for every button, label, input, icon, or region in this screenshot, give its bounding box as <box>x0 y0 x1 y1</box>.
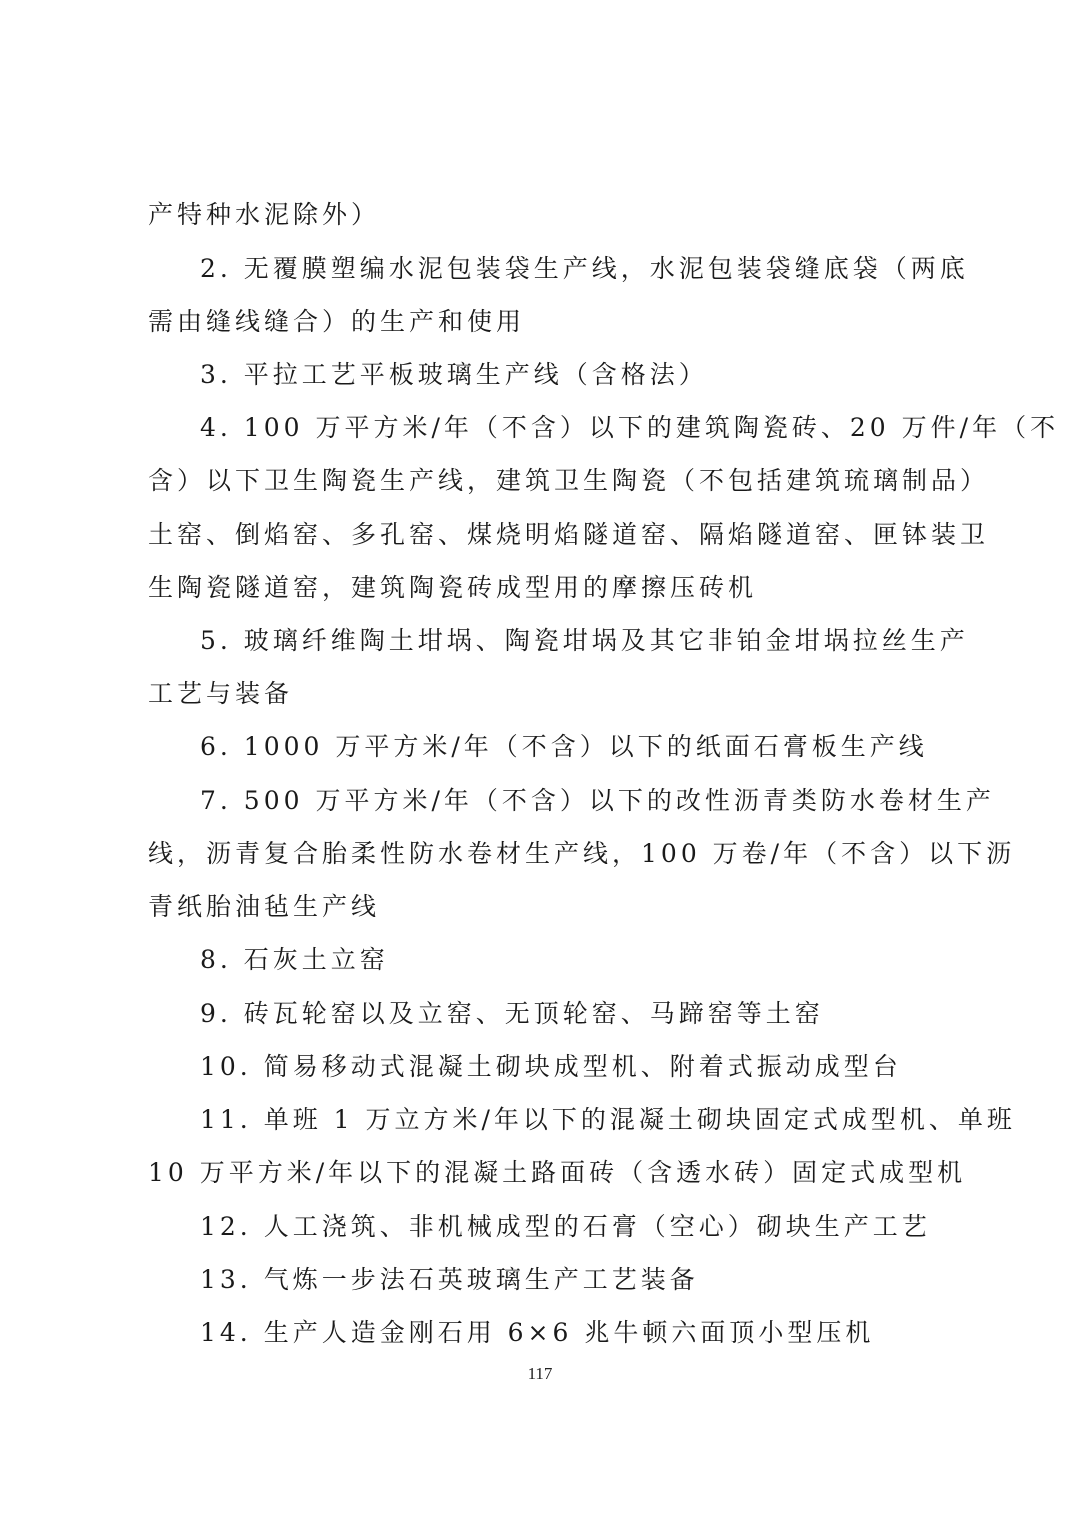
text-line-1: 产特种水泥除外） <box>148 200 381 229</box>
page-number: 117 <box>527 1364 553 1383</box>
list-item-4-line-2: 含）以下卫生陶瓷生产线，建筑卫生陶瓷（不包括建筑琉璃制品） <box>148 466 990 495</box>
list-item-12: 12. 人工浇筑、非机械成型的石膏（空心）砌块生产工艺 <box>200 1212 931 1241</box>
list-item-6: 6. 1000 万平方米/年（不含）以下的纸面石膏板生产线 <box>200 732 928 761</box>
list-item-2-line-1: 2. 无覆膜塑编水泥包装袋生产线，水泥包装袋缝底袋（两底 <box>200 254 969 283</box>
list-item-5-line-1: 5. 玻璃纤维陶土坩埚、陶瓷坩埚及其它非铂金坩埚拉丝生产 <box>200 626 969 655</box>
list-item-4-line-4: 生陶瓷隧道窑，建筑陶瓷砖成型用的摩擦压砖机 <box>148 573 758 602</box>
list-item-4-line-3: 土窑、倒焰窑、多孔窑、煤烧明焰隧道窑、隔焰隧道窑、匣钵装卫 <box>148 520 990 549</box>
list-item-2-line-2: 需由缝线缝合）的生产和使用 <box>148 307 526 336</box>
list-item-7-line-1: 7. 500 万平方米/年（不含）以下的改性沥青类防水卷材生产 <box>200 786 995 815</box>
list-item-11-line-1: 11. 单班 1 万立方米/年以下的混凝土砌块固定式成型机、单班 <box>200 1105 1016 1134</box>
list-item-7-line-3: 青纸胎油毡生产线 <box>148 892 381 921</box>
list-item-11-line-2: 10 万平方米/年以下的混凝土路面砖（含透水砖）固定式成型机 <box>148 1158 967 1187</box>
list-item-10: 10. 简易移动式混凝土砌块成型机、附着式振动成型台 <box>200 1052 902 1081</box>
list-item-5-line-2: 工艺与装备 <box>148 679 294 708</box>
list-item-3: 3. 平拉工艺平板玻璃生产线（含格法） <box>200 360 708 389</box>
list-item-13: 13. 气炼一步法石英玻璃生产工艺装备 <box>200 1265 699 1294</box>
list-item-14: 14. 生产人造金刚石用 6×6 兆牛顿六面顶小型压机 <box>200 1318 875 1347</box>
list-item-9: 9. 砖瓦轮窑以及立窑、无顶轮窑、马蹄窑等土窑 <box>200 999 824 1028</box>
list-item-8: 8. 石灰土立窑 <box>200 945 389 974</box>
list-item-7-line-2: 线，沥青复合胎柔性防水卷材生产线，100 万卷/年（不含）以下沥 <box>148 839 1016 868</box>
list-item-4-line-1: 4. 100 万平方米/年（不含）以下的建筑陶瓷砖、20 万件/年（不 <box>200 413 1060 442</box>
